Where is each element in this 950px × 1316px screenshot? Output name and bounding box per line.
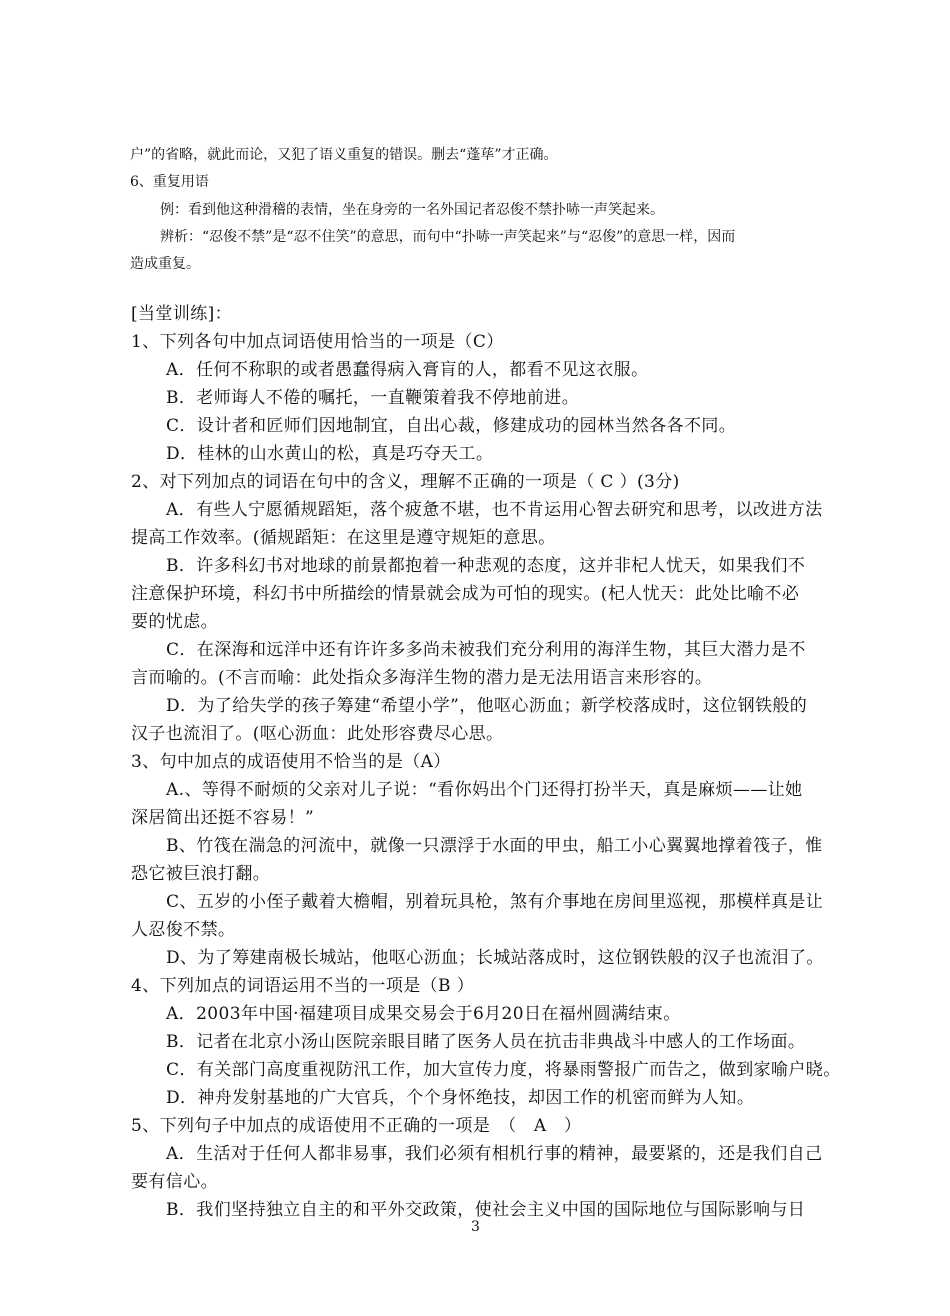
question-stem: 5、下列句子中加点的成语使用不正确的一项是 （ A ） [131,1116,582,1136]
option-line: 言而喻的。(不言而喻：此处指众多海洋生物的潜力是无法用语言来形容的。 [131,668,713,688]
section-title: 6、重复用语 [130,174,209,190]
option-line: B．我们坚持独立自主的和平外交政策，使社会主义中国的国际地位与国际影响与日 [166,1200,806,1220]
example-sentence: 例：看到他这种滑稽的表情，坐在身旁的一名外国记者忍俊不禁扑哧一声笑起来。 [160,202,664,218]
option-line: D．神舟发射基地的广大官兵，个个身怀绝技，却因工作的机密而鲜为人知。 [166,1088,755,1108]
intro-line: 户”的省略，就此而论，又犯了语义重复的错误。删去“蓬荜”才正确。 [130,147,558,163]
option-line: 人忍俊不禁。 [131,920,236,940]
option-line: D．为了给失学的孩子筹建“希望小学”，他呕心沥血；新学校落成时，这位钢铁般的 [166,696,808,716]
page-number: 3 [471,1219,480,1235]
option-line: B．许多科幻书对地球的前景都抱着一种悲观的态度，这并非杞人忧天，如果我们不 [166,556,806,576]
option-line: C．设计者和匠师们因地制宜，自出心裁，修建成功的园林当然各各不同。 [166,416,737,436]
training-heading: [当堂训练]： [131,304,233,324]
option-line: B、竹筏在湍急的河流中，就像一只漂浮于水面的甲虫，船工小心翼翼地撑着筏子，惟 [166,836,823,856]
analysis-line: 造成重复。 [130,256,200,272]
option-line: 要的忧虑。 [131,612,218,632]
option-line: C．有关部门高度重视防汛工作，加大宣传力度，将暴雨警报广而告之，做到家喻户晓。 [166,1060,841,1080]
option-line: 汉子也流泪了。(呕心沥血：此处形容费尽心思。 [131,724,504,744]
option-line: A.、等得不耐烦的父亲对儿子说：“看你妈出个门还得打扮半天，真是麻烦——让她 [166,780,803,800]
question-stem: 4、下列加点的词语运用不当的一项是（B ） [131,976,475,996]
option-line: 要有信心。 [131,1172,218,1192]
option-line: B．记者在北京小汤山医院亲眼目睹了医务人员在抗击非典战斗中感人的工作场面。 [166,1032,806,1052]
option-line: B．老师诲人不倦的嘱托，一直鞭策着我不停地前进。 [166,388,580,408]
option-line: C．在深海和远洋中还有许许多多尚未被我们充分利用的海洋生物，其巨大潜力是不 [166,640,806,660]
option-line: D．桂林的山水黄山的松，真是巧夺天工。 [166,444,494,464]
analysis-line: 辨析：“忍俊不禁”是“忍不住笑”的意思，而句中“扑哧一声笑起来”与“忍俊”的意思一样，因而 [160,229,736,245]
option-line: 提高工作效率。(循规蹈矩：在这里是遵守规矩的意思。 [131,528,556,548]
option-line: A．任何不称职的或者愚蠢得病入膏肓的人，都看不见这衣服。 [166,360,649,380]
option-line: D、为了筹建南极长城站，他呕心沥血；长城站落成时，这位钢铁般的汉子也流泪了。 [166,948,824,968]
option-line: A．生活对于任何人都非易事，我们必须有相机行事的精神，最要紧的，还是我们自己 [166,1144,823,1164]
option-line: 恐它被巨浪打翻。 [131,864,271,884]
option-line: A．2003年中国·福建项目成果交易会于6月20日在福州圆满结束。 [166,1004,681,1024]
option-line: A．有些人宁愿循规蹈矩，落个疲惫不堪，也不肯运用心智去研究和思考，以改进方法 [166,500,823,520]
question-stem: 2、对下列加点的词语在句中的含义，理解不正确的一项是（ C ）(3分) [131,472,680,492]
question-stem: 3、句中加点的成语使用不恰当的是（A） [131,752,451,772]
question-stem: 1、下列各句中加点词语使用恰当的一项是（C） [131,332,504,352]
option-line: C、五岁的小侄子戴着大檐帽，别着玩具枪，煞有介事地在房间里巡视，那模样真是让 [166,892,824,912]
option-line: 注意保护环境，科幻书中所描绘的情景就会成为可怕的现实。(杞人忧天：此处比喻不必 [131,584,800,604]
option-line: 深居简出还挺不容易！” [131,808,315,828]
